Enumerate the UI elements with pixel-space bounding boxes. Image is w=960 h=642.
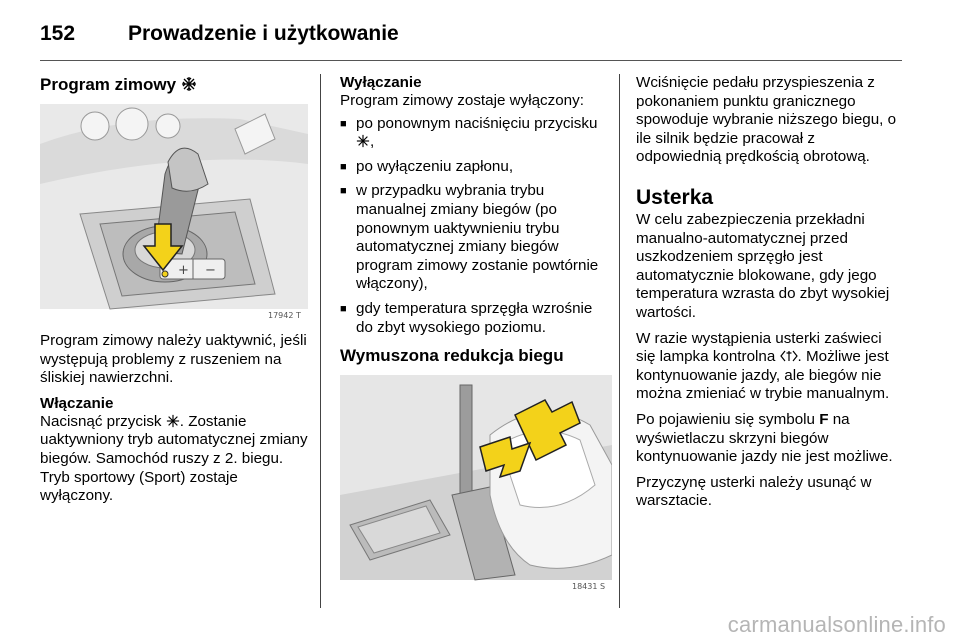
image-code: 17942 T [268,311,301,320]
snowflake-icon [181,76,197,92]
kickdown-text: Wciśnięcie pedału przyspieszenia z pokonaniem punktu granicznego spowoduje wybranie niższego biegu, o ile silnik będzie pracował z odpowiednią prędkością obrotową. [636,74,897,166]
fault-paragraph-2: W razie wystąpienia usterki zaświeci się lampka kontrolna . Możliwe jest kontynuowanie jazdy, ale biegów nie można zmieniać w trybie manualnym. [636,329,890,403]
watermark: carmanualsonline.info [727,612,946,637]
fault-paragraph-1: W celu zabezpieczenia przekładni manualno-automatycznej przed uszkodzeniem sprzęgło jest automatycznie blokowane, gdy jego temperatura wzrasta do zbyt wysokiej wartości. [636,210,890,321]
winter-program-intro: Program zimowy należy uaktywnić, jeśli występują problemy z ruszeniem na śliskiej nawierzchni. [40,332,307,387]
disable-list [340,115,612,338]
list-item: ■ po wyłączeniu zapłonu, [340,158,612,177]
snowflake-icon [166,414,180,428]
page-header [40,16,902,61]
winter-program-heading: Program zimowy [40,74,312,96]
gearbox-warning-icon [780,349,798,363]
fault-paragraph-4: Przyczynę usterki należy usunąć w warsztacie. [636,473,872,510]
column-1 [40,74,312,513]
page-number: 152 [40,22,76,45]
disable-intro: Program zimowy zostaje wyłączony: [340,92,584,109]
column-2 [340,74,612,603]
fault-heading: Usterka [636,185,714,209]
gear-selector-illustration [40,104,308,322]
column-3 [636,74,904,518]
enable-heading: Włączanie [40,394,114,412]
snowflake-icon [356,134,370,148]
enable-text: Nacisnąć przycisk . Zostanie uaktywniony tryb automatycznej zmiany biegów. Samochód ruszy z 2. biegu. Tryb sportowy (Sport) zostaje wyłączony. [40,412,308,505]
column-divider [320,74,321,608]
accelerator-pedal-illustration [340,375,612,593]
svg-text:−: − [205,263,216,278]
list-item: ■ w przypadku wybrania trybu manualnej zmiany biegów (po ponownym uaktywnieniu trybu automatycznej zmiany biegów program zimowy zostanie powtórnie włączony), [340,182,612,294]
gear-symbol: F [819,410,829,428]
list-item: ■ po ponownym naciśnięciu przycisku , [340,115,612,152]
svg-text:+: + [178,263,189,278]
image-code: 18431 S [572,582,606,592]
fault-paragraph-3: Po pojawieniu się symbolu F na wyświetlaczu skrzyni biegów kontynuowanie jazdy nie jest możliwe. [636,410,893,466]
kickdown-heading: Wymuszona redukcja biegu [340,346,564,366]
page-title: Prowadzenie i użytkowanie [128,22,399,45]
disable-heading: Wyłączanie [340,74,422,91]
list-item: ■ gdy temperatura sprzęgła wzrośnie do zbyt wysokiego poziomu. [340,300,612,337]
column-divider [619,74,620,608]
